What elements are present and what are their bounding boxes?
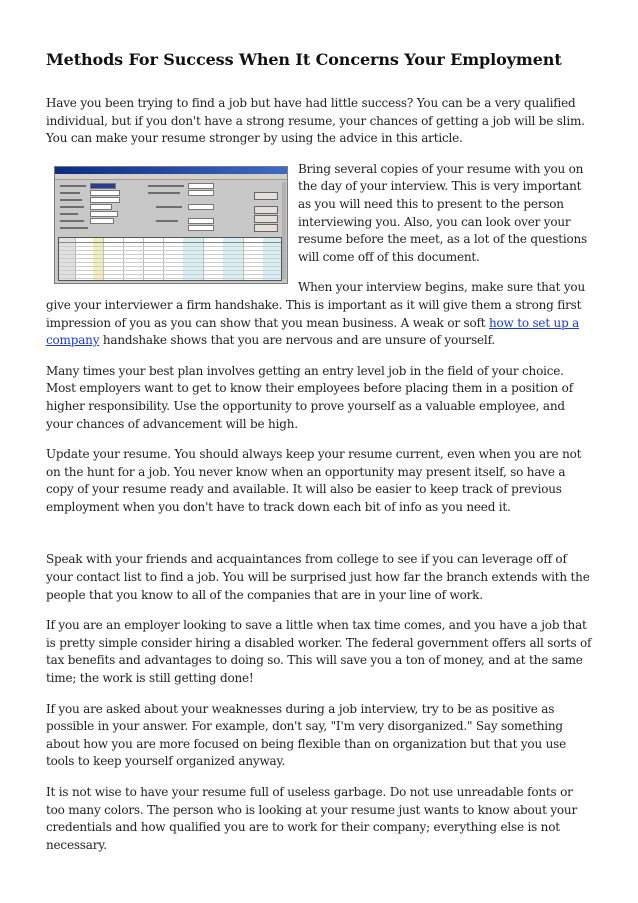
screenshot-titlebar	[55, 167, 287, 174]
screenshot-scrollbar	[282, 182, 286, 279]
paragraph-update-resume: Update your resume. You should always keep your resume current, even when you are not on the hunt for a job. You never know when an opportunity may present itself, so have a copy of your resume ready and available. It will also be easier to keep track of previous employment when you don't have to track down each bit of info as you need it.	[46, 447, 582, 514]
screenshot-form	[58, 182, 284, 234]
paragraph-entry-level: Many times your best plan involves getting an entry level job in the field of your choice. Most employers want to get to know their employees before placing them in a position of higher responsibility. Use the opportunity to prove yourself as a valuable employee, and your chances of advancement will be high.	[46, 363, 573, 431]
paragraph-weaknesses: If you are asked about your weaknesses during a job interview, try to be as positive as possible in your answer. For example, don't say, "I'm very disorganized." Say something about how you are more focused on being flexible than on organization but that you use tools to keep yourself organized anyway.	[46, 701, 566, 769]
article	[46, 50, 594, 867]
paragraph-friends-contacts: Speak with your friends and acquaintances from college to see if you can leverage off of your contact list to find a job. You will be surprised just how far the branch extends with the people that you know to all of the companies that are in your line of work.	[46, 552, 590, 602]
link-how-to-set-up-a-company[interactable]: how to set up a company	[46, 315, 580, 348]
paragraph-copies-of-resume: Bring several copies of your resume with you on the day of your interview. This is very important as you will need this to present to the person interviewing you. Also, you can look over your resume before the meet, as a lot of the questions will come off of this document.	[298, 161, 588, 264]
intro-paragraph: Have you been trying to find a job but have had little success? You can be a very qualified individual, but if you don't have a strong resume, your chances of getting a job will be slim. You can make your resume stronger by using the advice in this article.	[46, 96, 585, 146]
blank-space	[46, 529, 594, 551]
paragraph-resume-garbage: It is not wise to have your resume full of useless garbage. Do not use unreadable fonts or too many colors. The person who is looking at your resume just wants to know about your credentials and how qualified you are to work for their company; everything else is not necessary.	[46, 785, 577, 852]
screenshot-menubar	[55, 174, 287, 180]
screenshot-data-grid	[58, 237, 282, 281]
handshake-text-end: handshake shows that you are nervous and are unsure of yourself.	[99, 333, 495, 348]
handshake-text-start: When your interview begins, make sure that you give your interviewer a firm handshake. This is important as it will give them a strong first impression of you as you can show that you mean business. A weak or soft	[46, 280, 585, 330]
article-title: Methods For Success When It Concerns Your Employment	[46, 50, 562, 69]
paragraph-disabled-worker: If you are an employer looking to save a little when tax time comes, and you have a job that is pretty simple consider hiring a disabled worker. The federal government offers all sorts of tax benefits and advantages to doing so. This will save you a ton of money, and at the same time; the work is still getting done!	[46, 618, 592, 686]
software-screenshot-image	[54, 166, 288, 284]
paragraph-handshake	[46, 279, 594, 349]
